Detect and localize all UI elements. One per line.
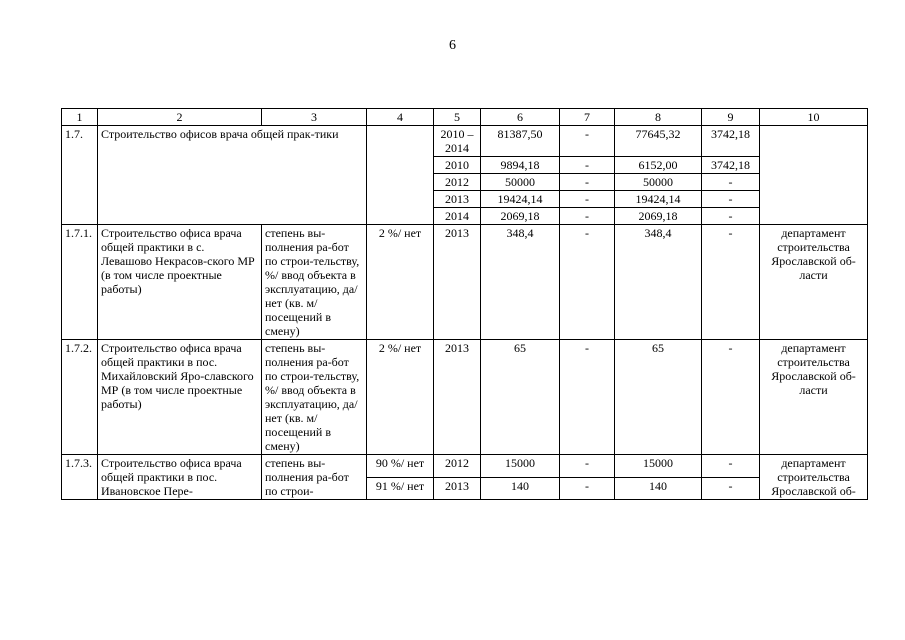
target-value: 2 %/ нет: [367, 340, 434, 455]
executor-cell: департамент строительства Ярославской об-: [760, 455, 868, 500]
header-cell: 5: [434, 109, 481, 126]
value-cell: 3742,18: [702, 126, 760, 157]
header-cell: 2: [98, 109, 262, 126]
value-cell: 348,4: [615, 225, 702, 340]
value-cell: -: [702, 174, 760, 191]
year-cell: 2013: [434, 340, 481, 455]
value-cell: 3742,18: [702, 157, 760, 174]
year-cell: 2013: [434, 477, 481, 500]
executor-cell: департамент строительства Ярославской об-ласти: [760, 340, 868, 455]
activity-name: Строительство офиса врача общей практики в пос. Михайловский Яро-славского МР (в том числе проектные работы): [98, 340, 262, 455]
value-cell: -: [560, 225, 615, 340]
value-cell: 2069,18: [481, 208, 560, 225]
value-cell: 140: [481, 477, 560, 500]
value-cell: -: [560, 208, 615, 225]
target-value: 91 %/ нет: [367, 477, 434, 500]
year-cell: 2013: [434, 191, 481, 208]
header-cell: 7: [560, 109, 615, 126]
value-cell: 140: [615, 477, 702, 500]
value-cell: 65: [481, 340, 560, 455]
value-cell: 15000: [481, 455, 560, 478]
value-cell: 19424,14: [615, 191, 702, 208]
value-cell: -: [560, 477, 615, 500]
target-value: [367, 126, 434, 225]
value-cell: 50000: [481, 174, 560, 191]
row-number: 1.7.1.: [62, 225, 98, 340]
value-cell: 65: [615, 340, 702, 455]
value-cell: -: [702, 225, 760, 340]
value-cell: 50000: [615, 174, 702, 191]
value-cell: -: [560, 157, 615, 174]
value-cell: 348,4: [481, 225, 560, 340]
value-cell: 15000: [615, 455, 702, 478]
header-cell: 8: [615, 109, 702, 126]
header-cell: 6: [481, 109, 560, 126]
executor-cell: [760, 126, 868, 225]
value-cell: 9894,18: [481, 157, 560, 174]
row-number: 1.7.3.: [62, 455, 98, 500]
executor-cell: департамент строительства Ярославской об-ласти: [760, 225, 868, 340]
year-cell: 2012: [434, 455, 481, 478]
program-table: [61, 108, 868, 500]
activity-name: Строительство офисов врача общей прак-тики: [98, 126, 367, 225]
value-cell: -: [560, 174, 615, 191]
header-row: [62, 109, 868, 126]
year-cell: 2013: [434, 225, 481, 340]
value-cell: 2069,18: [615, 208, 702, 225]
value-cell: -: [560, 191, 615, 208]
value-cell: 19424,14: [481, 191, 560, 208]
value-cell: 81387,50: [481, 126, 560, 157]
value-cell: -: [702, 208, 760, 225]
value-cell: 6152,00: [615, 157, 702, 174]
value-cell: -: [702, 455, 760, 478]
value-cell: -: [560, 126, 615, 157]
value-cell: -: [702, 340, 760, 455]
activity-name: Строительство офиса врача общей практики в пос. Ивановское Пере-: [98, 455, 262, 500]
table-row: [62, 126, 868, 157]
activity-name: Строительство офиса врача общей практики в с. Левашово Некрасов-ского МР (в том числе проектные работы): [98, 225, 262, 340]
year-cell: 2012: [434, 174, 481, 191]
indicator-cell: степень вы-полнения ра-бот по строи-тельству, %/ ввод объекта в эксплуатацию, да/нет (кв. м/ посещений в смену): [262, 225, 367, 340]
header-cell: 1: [62, 109, 98, 126]
target-value: 2 %/ нет: [367, 225, 434, 340]
row-number: 1.7.: [62, 126, 98, 225]
value-cell: -: [702, 477, 760, 500]
table-row: [62, 225, 868, 340]
row-number: 1.7.2.: [62, 340, 98, 455]
table-row: [62, 455, 868, 478]
header-cell: 4: [367, 109, 434, 126]
header-cell: 10: [760, 109, 868, 126]
year-cell: 2010: [434, 157, 481, 174]
value-cell: -: [560, 340, 615, 455]
value-cell: 77645,32: [615, 126, 702, 157]
header-cell: 3: [262, 109, 367, 126]
value-cell: -: [702, 191, 760, 208]
year-cell: 2014: [434, 208, 481, 225]
indicator-cell: степень вы-полнения ра-бот по строи-: [262, 455, 367, 500]
indicator-cell: степень вы-полнения ра-бот по строи-тельству, %/ ввод объекта в эксплуатацию, да/нет (кв. м/ посещений в смену): [262, 340, 367, 455]
header-cell: 9: [702, 109, 760, 126]
target-value: 90 %/ нет: [367, 455, 434, 478]
table-row: [62, 340, 868, 455]
year-cell: 2010 – 2014: [434, 126, 481, 157]
value-cell: -: [560, 455, 615, 478]
page-number: 6: [449, 38, 456, 53]
